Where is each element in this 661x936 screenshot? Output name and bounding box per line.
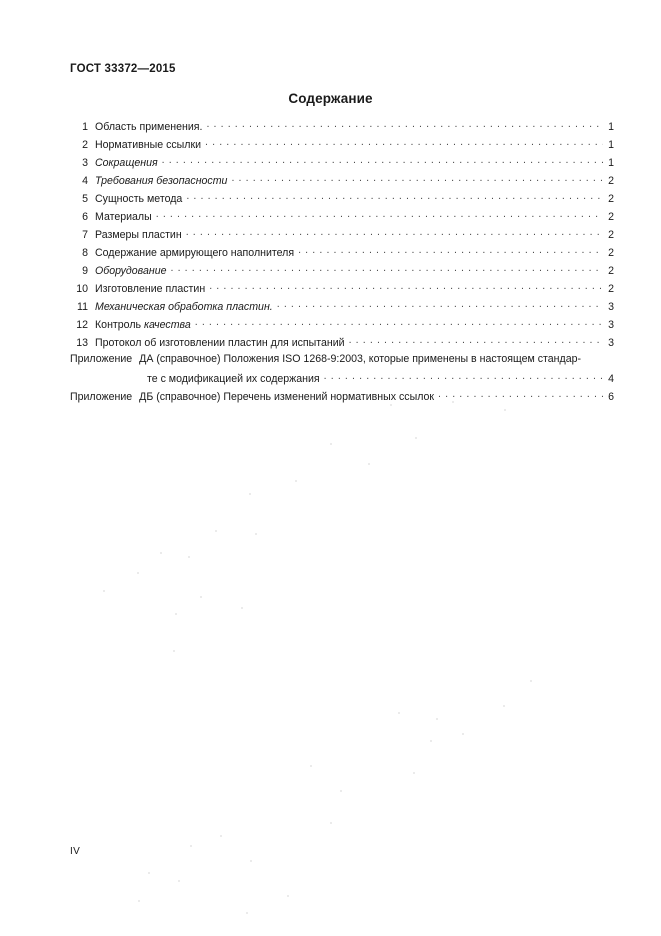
toc-dot-leader	[209, 281, 603, 292]
toc-dot-leader	[438, 389, 603, 400]
toc-entry-label: Размеры пластин	[95, 229, 182, 241]
toc-dot-leader	[324, 371, 603, 382]
toc-entry-label	[95, 319, 195, 331]
toc-entry-label: Нормативные ссылки	[95, 139, 202, 151]
appendix-title-line-2: те с модификацией их содержания	[147, 373, 320, 385]
toc-dot-leader	[205, 137, 603, 148]
toc-entry[interactable]	[70, 191, 614, 209]
table-of-contents	[70, 119, 614, 407]
toc-entry-number: 10	[76, 283, 88, 295]
toc-entry-number: 13	[76, 337, 88, 349]
toc-entry[interactable]	[70, 227, 614, 245]
toc-entry-page: 1	[608, 139, 614, 151]
toc-entry-number: 8	[82, 247, 88, 259]
toc-entry-label: Требования безопасности	[95, 175, 228, 187]
toc-entry-number: 4	[82, 175, 88, 187]
appendix-entry-db[interactable]	[70, 389, 614, 407]
toc-entry-number: 6	[82, 211, 88, 223]
toc-dot-leader	[195, 317, 603, 328]
appendix-word: Приложение	[70, 391, 133, 403]
appendix-page: 4	[608, 373, 614, 385]
toc-entry-number: 7	[82, 229, 88, 241]
toc-entry-label: Содержание армирующего наполнителя	[95, 247, 295, 259]
toc-entry[interactable]	[70, 119, 614, 137]
toc-entry-page: 2	[608, 175, 614, 187]
toc-dot-leader	[349, 335, 603, 346]
toc-entry-page: 2	[608, 265, 614, 277]
toc-entry-label: Оборудование	[95, 265, 167, 277]
toc-entry-page: 2	[608, 229, 614, 241]
toc-entry-page: 2	[608, 247, 614, 259]
toc-dot-leader	[206, 119, 603, 130]
toc-entry[interactable]	[70, 245, 614, 263]
running-header-standard-number: ГОСТ 33372—2015	[70, 63, 176, 75]
toc-entry-page: 2	[608, 193, 614, 205]
toc-entry-label: Область применения.	[95, 121, 203, 133]
toc-entry[interactable]	[70, 209, 614, 227]
toc-entry-page: 3	[608, 337, 614, 349]
toc-dot-leader	[162, 155, 603, 166]
appendix-entry-da[interactable]	[70, 353, 614, 389]
toc-entry-number: 9	[82, 265, 88, 277]
toc-dot-leader	[186, 191, 603, 202]
toc-entry-page: 3	[608, 319, 614, 331]
toc-entry[interactable]	[70, 137, 614, 155]
page-title: Содержание	[288, 91, 373, 106]
toc-dot-leader	[186, 227, 603, 238]
toc-entry[interactable]	[70, 155, 614, 173]
appendix-title-line-1: ДА (справочное) Положения ISO 1268-9:2003, которые применены в настоящем стандар-	[139, 353, 582, 365]
toc-entry-label: Механическая обработка пластин.	[95, 301, 273, 313]
toc-entry-label: Материалы	[95, 211, 152, 223]
toc-entry-number: 1	[82, 121, 88, 133]
appendix-word: Приложение	[70, 353, 133, 365]
toc-entry-label-plain: Контроль	[95, 319, 144, 331]
toc-entry-label: Протокол об изготовлении пластин для испытаний	[95, 337, 345, 349]
toc-entry-number: 2	[82, 139, 88, 151]
toc-entry-number: 11	[77, 301, 88, 313]
toc-dot-leader	[170, 263, 603, 274]
appendix-title-line-1: ДБ (справочное) Перечень изменений нормативных ссылок	[139, 391, 435, 403]
toc-entry-label-italic: качества	[143, 319, 191, 331]
toc-entry-page: 1	[608, 157, 614, 169]
toc-entry-label: Сокращения	[95, 157, 158, 169]
toc-dot-leader	[298, 245, 603, 256]
toc-entry-page: 2	[608, 211, 614, 223]
toc-entry[interactable]	[70, 335, 614, 353]
toc-entry-number: 3	[82, 157, 88, 169]
toc-entry-number: 12	[76, 319, 88, 331]
page-folio: IV	[70, 846, 81, 857]
toc-entry-page: 2	[608, 283, 614, 295]
toc-entry-label: Изготовление пластин	[95, 283, 206, 295]
toc-entry-number: 5	[82, 193, 88, 205]
toc-entry[interactable]	[70, 263, 614, 281]
toc-dot-leader	[231, 173, 603, 184]
toc-entry[interactable]	[70, 173, 614, 191]
appendix-line-continuation	[70, 371, 614, 389]
toc-entry-page: 1	[608, 121, 614, 133]
toc-dot-leader	[156, 209, 603, 220]
toc-dot-leader	[277, 299, 603, 310]
toc-entry[interactable]	[70, 317, 614, 335]
toc-entry-label: Сущность метода	[95, 193, 183, 205]
toc-entry[interactable]	[70, 281, 614, 299]
appendix-line-first	[70, 353, 614, 371]
toc-entry[interactable]	[70, 299, 614, 317]
appendix-page: 6	[608, 391, 614, 403]
toc-entry-page: 3	[608, 301, 614, 313]
